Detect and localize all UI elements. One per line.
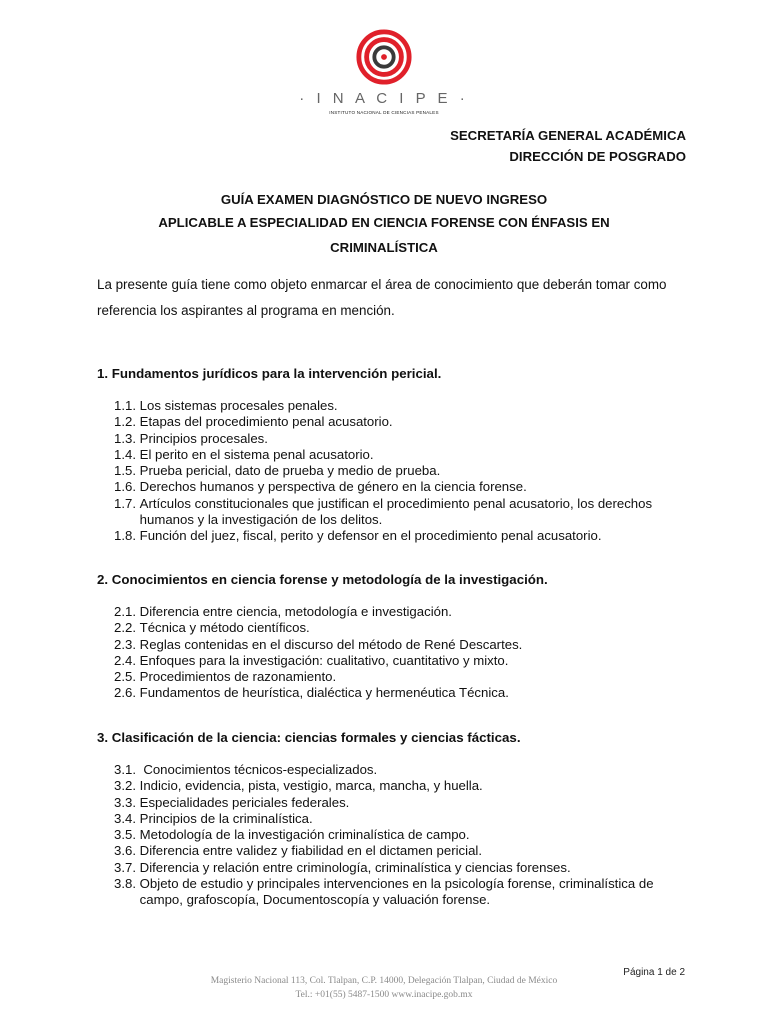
section-title: 1. Fundamentos jurídicos para la intervención pericial. [97, 366, 442, 381]
document-title-line-1: GUÍA EXAMEN DIAGNÓSTICO DE NUEVO INGRESO [220, 192, 548, 207]
section-list [114, 762, 694, 909]
list-item: 3.5. Metodología de la investigación criminalística de campo. [114, 827, 470, 843]
list-item: 3.3. Especialidades periciales federales. [114, 794, 350, 810]
list-item: 2.3. Reglas contenidas en el discurso del método de René Descartes. [114, 636, 523, 652]
inacipe-logo [0, 24, 768, 124]
list-item: 1.7. Artículos constitucionales que justifican el procedimiento penal acusatorio, los derechos humanos y la investigación de los delitos. [114, 495, 653, 528]
section-title: 3. Clasificación de la ciencia: ciencias formales y ciencias fácticas. [97, 730, 521, 745]
list-item: 1.3. Principios procesales. [114, 430, 268, 446]
list-item: 3.8. Objeto de estudio y principales intervenciones en la psicología forense, criminalística de campo, grafoscopía, Documentoscopía y valuación forense. [114, 876, 654, 908]
list-item: 3.1. Conocimientos técnicos-especializados. [114, 762, 378, 777]
section-title: 2. Conocimientos en ciencia forense y metodología de la investigación. [97, 572, 548, 587]
direccion-heading: DIRECCIÓN DE POSGRADO [509, 149, 686, 164]
document-title-line-2: APLICABLE A ESPECIALIDAD EN CIENCIA FORENSE CON ÉNFASIS EN [158, 215, 610, 230]
document-title-line-3: CRIMINALÍSTICA [330, 240, 438, 255]
list-item: 3.4. Principios de la criminalística. [114, 810, 313, 826]
list-item: 2.2. Técnica y método científicos. [114, 620, 310, 636]
intro-paragraph: La presente guía tiene como objeto enmarcar el área de conocimiento que deberán tomar como referencia los aspirantes al programa en mención. [97, 277, 667, 318]
section-list [114, 398, 694, 545]
logo-text: · I N A C I P E · [299, 90, 469, 107]
inacipe-emblem-icon [355, 28, 413, 86]
list-item: 1.4. El perito en el sistema penal acusatorio. [114, 446, 374, 462]
list-item: 2.6. Fundamentos de heurística, dialéctica y hermenéutica Técnica. [114, 685, 509, 701]
list-item: 3.6. Diferencia entre validez y fiabilidad en el dictamen pericial. [114, 843, 482, 859]
list-item: 2.4. Enfoques para la investigación: cualitativo, cuantitativo y mixto. [114, 652, 509, 668]
list-item: 3.2. Indicio, evidencia, pista, vestigio, marca, mancha, y huella. [114, 778, 483, 794]
list-item: 1.1. Los sistemas procesales penales. [114, 398, 338, 413]
logo-subtitle: INSTITUTO NACIONAL DE CIENCIAS PENALES [329, 110, 439, 115]
list-item: 3.7. Diferencia y relación entre criminología, criminalística y ciencias forenses. [114, 859, 571, 875]
page-number: Página 1 de 2 [623, 967, 685, 978]
list-item: 1.5. Prueba pericial, dato de prueba y medio de prueba. [114, 463, 441, 479]
list-item: 1.2. Etapas del procedimiento penal acusatorio. [114, 414, 393, 430]
section-list [114, 604, 694, 702]
list-item: 1.6. Derechos humanos y perspectiva de género en la ciencia forense. [114, 479, 527, 495]
list-item: 1.8. Función del juez, fiscal, perito y defensor en el procedimiento penal acusatorio. [114, 528, 602, 544]
list-item: 2.5. Procedimientos de razonamiento. [114, 669, 337, 685]
secretaria-heading: SECRETARÍA GENERAL ACADÉMICA [450, 128, 686, 143]
footer-address: Magisterio Nacional 113, Col. Tlalpan, C.P. 14000, Delegación Tlalpan, Ciudad de México [210, 976, 558, 986]
footer-contact: Tel.: +01(55) 5487-1500 www.inacipe.gob.mx [295, 990, 473, 1000]
list-item: 2.1. Diferencia entre ciencia, metodología e investigación. [114, 604, 452, 619]
